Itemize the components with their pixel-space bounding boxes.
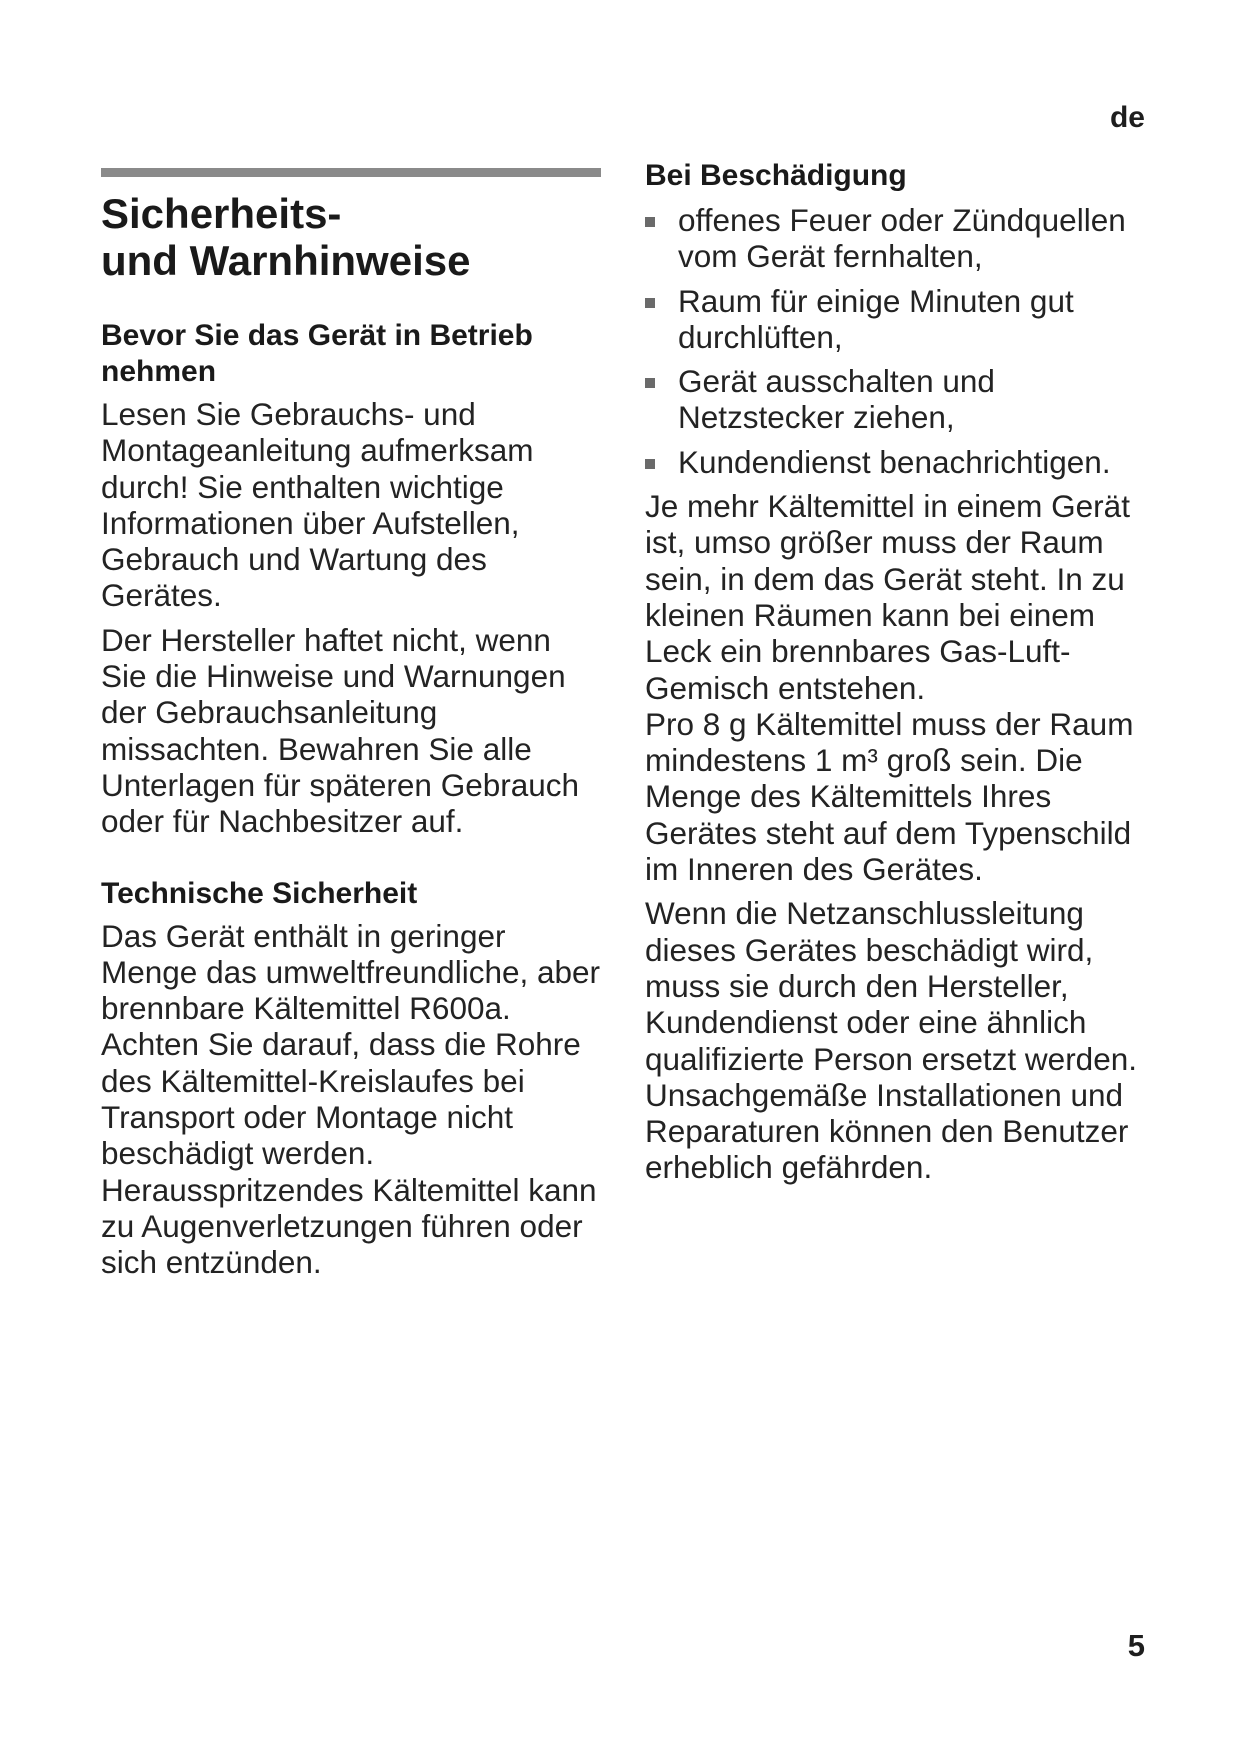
list-item-text: Gerät ausschalten und Netzstecker ziehen,	[678, 363, 995, 436]
square-bullet-icon	[645, 459, 655, 469]
page-number: 5	[1127, 1628, 1145, 1663]
section-title	[101, 190, 470, 284]
damage-heading: Bei Beschädigung	[645, 159, 907, 192]
before-use-heading: Bevor Sie das Gerät in Betrieb nehmen	[101, 319, 533, 388]
square-bullet-icon	[645, 298, 655, 308]
technical-safety-heading: Technische Sicherheit	[101, 876, 418, 910]
square-bullet-icon	[645, 378, 655, 388]
damage-list	[645, 202, 1165, 480]
section-title-line-1: Sicherheits-	[101, 190, 342, 237]
list-item	[645, 363, 1165, 436]
right-column-content	[645, 158, 1165, 1186]
before-use-paragraph-2: Der Hersteller haftet nicht, wenn Sie die Hinweise und Warnungen der Gebrauchsanleitung missachten. Bewahren Sie alle Unterlagen für späteren Gebrauch oder für Nachbesitzer auf.	[101, 621, 580, 840]
list-item-text: Kundendienst benachrichtigen.	[678, 443, 1111, 480]
refrigerant-quantity-paragraph: Pro 8 g Kältemittel muss der Raum mindestens 1 m³ groß sein. Die Menge des Kältemittels Ihres Gerätes steht auf dem Typenschild im Inneren des Gerätes.	[645, 705, 1134, 888]
technical-safety-paragraph: Das Gerät enthält in geringer Menge das umweltfreundliche, aber brennbare Kältemittel R600a. Achten Sie darauf, dass die Rohre des Kältemittel-Kreislaufes bei Transport oder Montage nicht beschädigt werden. Herausspritzendes Kältemittel kann zu Augenverletzungen führen oder sich entzünden.	[101, 917, 601, 1281]
list-item-text: offenes Feuer oder Zündquellen vom Gerät fernhalten,	[678, 202, 1126, 275]
square-bullet-icon	[645, 217, 655, 227]
list-item-text: Raum für einige Minuten gut durchlüften,	[678, 282, 1074, 355]
list-item	[645, 283, 1165, 356]
left-column-content	[101, 318, 601, 1281]
power-cord-paragraph: Wenn die Netzanschlussleitung dieses Gerätes beschädigt wird, muss sie durch den Hersteller, Kundendienst oder eine ähnlich qualifizierte Person ersetzt werden. Unsachgemäße Installationen und Reparaturen können den Benutzer erheblich gefährden.	[645, 895, 1137, 1186]
section-divider	[101, 168, 601, 177]
section-title-line-2: und Warnhinweise	[101, 237, 471, 284]
refrigerant-room-size-paragraph: Je mehr Kältemittel in einem Gerät ist, umso größer muss der Raum sein, in dem das Gerät steht. In zu kleinen Räumen kann bei einem Leck ein brennbares Gas-Luft-Gemisch entstehen.	[645, 488, 1130, 706]
list-item	[645, 202, 1165, 275]
list-item	[645, 444, 1165, 480]
language-code: de	[1109, 101, 1145, 134]
before-use-paragraph-1: Lesen Sie Gebrauchs- und Montageanleitung aufmerksam durch! Sie enthalten wichtige Informationen über Aufstellen, Gebrauch und Wartung des Gerätes.	[101, 396, 534, 614]
